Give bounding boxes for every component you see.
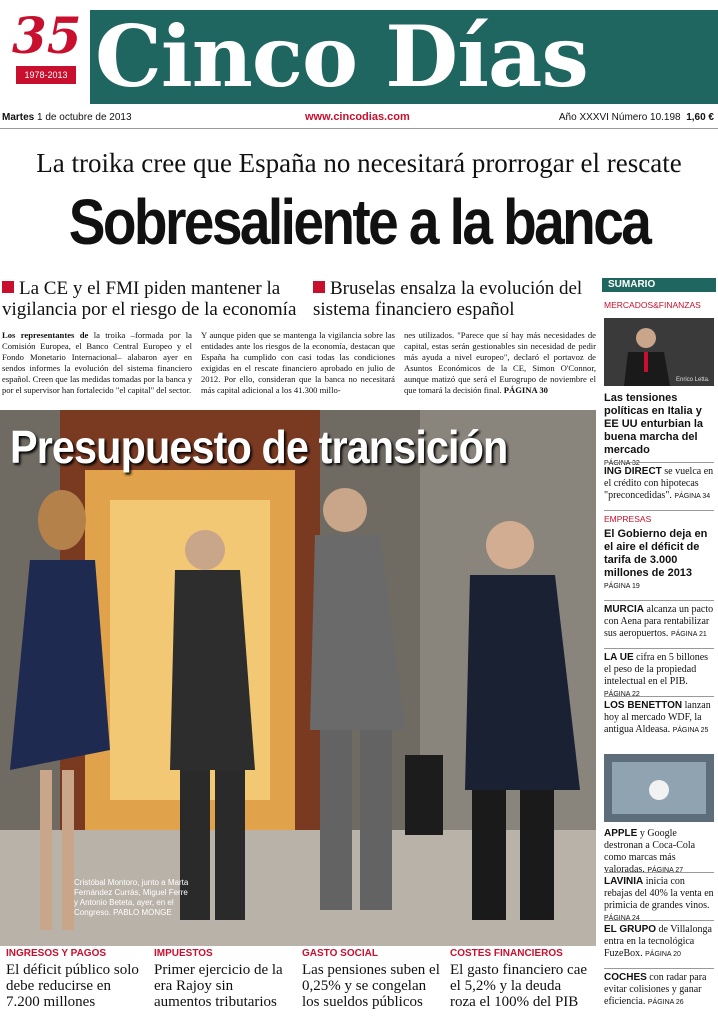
photo-illustration	[0, 410, 596, 946]
lead-text: El Gobierno deja en el aire el déficit de tarifa de 3.000 millones de 2013	[604, 528, 708, 579]
body-page-ref: PÁGINA 30	[503, 385, 548, 395]
item-bold: LA UE	[604, 652, 634, 663]
sidebar-item-grupo	[604, 924, 714, 961]
page-ref: PÁGINA 27	[647, 867, 684, 874]
body-lead: Los representantes de	[2, 330, 89, 340]
body-column-2: Y aunque piden que se mantenga la vigilancia sobre las entidades ante los riesgos de la economía, destacan que España ha cumplido con casi todas las condiciones exigidas en el rescate financiero aprobado en julio de 2012. Por ello, consideran que la banca no necesitará más capital adicional a los 41.300 millo-	[201, 330, 395, 395]
sidebar-item-coches	[604, 972, 714, 1009]
page-ref: PÁGINA 22	[604, 691, 640, 698]
box-text: El gasto financiero cae el 5,2% y la deuda roza el 100% del PIB	[450, 962, 588, 1010]
item-bold: EL GRUPO	[604, 924, 657, 935]
item-text: y Google destronan a Coca-Cola como marcas más valoradas.	[604, 828, 696, 875]
item-text: se vuelca en el crédito con hipotecas "preconcedidas".	[604, 466, 714, 501]
box-text: Las pensiones suben el 0,25% y se congelan los sueldos públicos	[302, 962, 440, 1010]
apple-store-photo	[604, 754, 714, 822]
box-label: INGRESOS Y PAGOS	[6, 948, 107, 959]
sumario-header: SUMARIO	[602, 278, 716, 292]
sidebar-item-apple	[604, 828, 714, 877]
photo-caption	[74, 878, 194, 918]
sidebar-item-lavinia	[604, 876, 714, 925]
page-ref: PÁGINA 19	[604, 583, 640, 590]
page-ref: PÁGINA 26	[647, 999, 684, 1006]
item-bold: COCHES	[604, 972, 647, 983]
body-col1-text: la troika –formada por la Comisión Europea, el Banco Central Europeo y el Fondo Monetario Internacional– alabaron ayer en sendos informes la evolución del sistema financiero español. Creen que las medidas tomadas por la banca y por el supervisor han fortalecido "el capital" del sector.	[2, 330, 192, 395]
box-label: IMPUESTOS	[154, 948, 213, 959]
item-bold: ING DIRECT	[604, 466, 662, 477]
lead-text: Las tensiones políticas en Italia y EE UU enturbian la buena marcha del mercado	[604, 392, 704, 456]
box-impuestos	[148, 946, 292, 1018]
issue-date	[2, 112, 132, 123]
box-gasto-social	[296, 946, 440, 1018]
item-bold: MURCIA	[604, 604, 644, 615]
sidebar-lead-2	[604, 528, 714, 593]
issue-number	[559, 112, 714, 123]
section-empresas: EMPRESAS	[604, 514, 652, 524]
sidebar-item-benetton	[604, 700, 714, 737]
subhead-2-text: Bruselas ensalza la evolución del sistema financiero español	[313, 278, 583, 320]
divider	[604, 968, 714, 969]
newspaper-title: Cinco Días	[95, 7, 588, 106]
sidebar-lead	[604, 392, 714, 470]
item-text: cifra en 5 billones el peso de la propiedad intelectual en el PIB.	[604, 652, 709, 687]
caption-text: Cristóbal Montoro, junto a Marta Fernández Currás, Miguel Ferre y Antonio Beteta, ayer, en el Congreso.	[74, 878, 189, 917]
box-ingresos	[0, 946, 144, 1018]
divider	[604, 920, 714, 921]
sidebar-item-ing	[604, 466, 714, 503]
item-text: de Villalonga entra en la tecnológica FuzeBox.	[604, 924, 712, 959]
body-col3-text: nes utilizados. "Parece que sí hay más necesidades de capital, estas serán gestionables sin necesidad de pedir más ayuda a nivel europeo", declaró el portavoz de Asuntos Económicos de la CE, Simon O'Connor, aunque matizó que será el Eurogrupo de noviembre el que tomará la decisión final.	[404, 330, 596, 395]
section-mercados: MERCADOS&FINANZAS	[604, 300, 701, 310]
divider	[604, 696, 714, 697]
item-bold: LOS BENETTON	[604, 700, 683, 711]
sumario-sidebar	[602, 278, 716, 1018]
photo-credit: PABLO MONGE	[113, 908, 172, 917]
issue: Año XXXVI Número 10.198	[558, 112, 681, 123]
subhead-1-text: La CE y el FMI piden mantener la vigilancia por el riesgo de la economía	[2, 278, 297, 320]
item-text: lanzan hoy al mercado WDF, la antigua Aldeasa.	[604, 700, 711, 735]
page-ref: PÁGINA 24	[604, 915, 640, 922]
box-costes	[444, 946, 588, 1018]
website-link[interactable]: www.cincodias.com	[305, 111, 410, 123]
subhead-1	[2, 278, 302, 320]
divider	[604, 648, 714, 649]
sidebar-item-murcia	[604, 604, 714, 641]
masthead	[0, 0, 718, 104]
weekday: Martes	[2, 112, 35, 123]
page-ref: PÁGINA 34	[674, 493, 711, 500]
badge-years: 1978-2013	[16, 66, 76, 84]
page-ref: PÁGINA 32	[604, 460, 640, 467]
letta-caption: Enrico Letta.	[676, 377, 710, 383]
box-text: Primer ejercicio de la era Rajoy sin aumentos tributarios	[154, 962, 283, 1010]
divider	[604, 510, 714, 511]
item-text: inicia con rebajas del 40% la venta en primicia de grandes vinos.	[604, 876, 714, 911]
page-ref: PÁGINA 25	[672, 727, 709, 734]
badge-number: 35	[12, 6, 82, 65]
kicker: La troika cree que España no necesitará prorrogar el rescate	[36, 148, 682, 178]
page-ref: PÁGINA 20	[645, 951, 681, 958]
item-text: alcanza un pacto con Aena para rentabilizar sus aeropuertos.	[604, 604, 714, 639]
divider	[604, 600, 714, 601]
anniversary-badge	[12, 6, 80, 90]
page-ref: PÁGINA 21	[670, 631, 707, 638]
box-text: El déficit público solo debe reducirse en 7.200 millones	[6, 962, 139, 1010]
date: 1 de octubre de 2013	[37, 112, 132, 123]
bullet-square-icon	[313, 281, 325, 293]
box-label: GASTO SOCIAL	[302, 948, 378, 959]
price: 1,60 €	[686, 112, 714, 123]
bottom-boxes	[0, 946, 596, 1018]
subhead-2	[313, 278, 595, 320]
divider	[604, 872, 714, 873]
body-column-1	[2, 330, 192, 396]
info-line	[0, 108, 718, 129]
divider	[604, 462, 714, 463]
item-text: con radar para evitar colisiones y ganar eficiencia.	[604, 972, 707, 1007]
main-photo	[0, 410, 596, 946]
box-label: COSTES FINANCIEROS	[450, 948, 563, 959]
main-headline: Sobresaliente a la banca	[68, 186, 650, 258]
item-bold: LAVINIA	[604, 876, 644, 887]
bullet-square-icon	[2, 281, 14, 293]
sidebar-item-ue	[604, 652, 714, 701]
body-column-3	[404, 330, 596, 396]
photo-headline: Presupuesto de transición	[10, 421, 508, 473]
item-bold: APPLE	[604, 828, 638, 839]
